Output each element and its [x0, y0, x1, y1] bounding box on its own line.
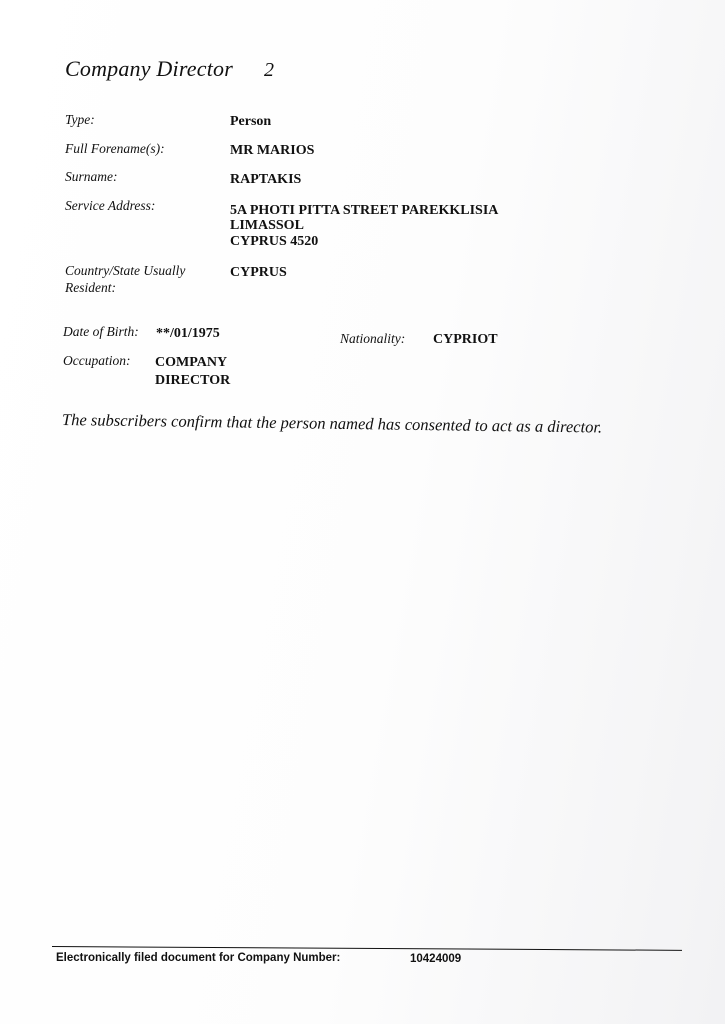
occupation-value-line1: COMPANY — [155, 355, 228, 370]
type-value: Person — [230, 114, 272, 129]
forenames-label: Full Forename(s): — [65, 141, 165, 156]
occupation-value-line2: DIRECTOR — [155, 373, 231, 388]
service-address-line3: CYPRUS 4520 — [230, 234, 319, 249]
country-label-line1: Country/State Usually — [65, 263, 186, 278]
service-address-line2: LIMASSOL — [230, 218, 304, 233]
dob-value: **/01/1975 — [156, 326, 220, 341]
consent-statement: The subscribers confirm that the person named has consented to act as a director. — [61, 410, 603, 437]
country-label-line2: Resident: — [65, 280, 116, 295]
service-address-label: Service Address: — [65, 198, 156, 213]
footer-divider — [52, 946, 682, 951]
surname-value: RAPTAKIS — [230, 172, 302, 187]
section-title: Company Director — [65, 56, 233, 81]
country-value: CYPRUS — [230, 265, 287, 280]
nationality-value: CYPRIOT — [433, 332, 498, 347]
nationality-label: Nationality: — [340, 331, 406, 346]
dob-label: Date of Birth: — [63, 324, 139, 339]
footer-label: Electronically filed document for Company Number: — [56, 952, 341, 964]
surname-label: Surname: — [65, 169, 118, 184]
service-address-line1: 5A PHOTI PITTA STREET PAREKKLISIA — [230, 203, 499, 218]
type-label: Type: — [65, 112, 95, 127]
company-number: 10424009 — [410, 953, 462, 965]
director-number: 2 — [264, 59, 274, 81]
forenames-value: MR MARIOS — [230, 143, 315, 158]
occupation-label: Occupation: — [63, 353, 131, 368]
